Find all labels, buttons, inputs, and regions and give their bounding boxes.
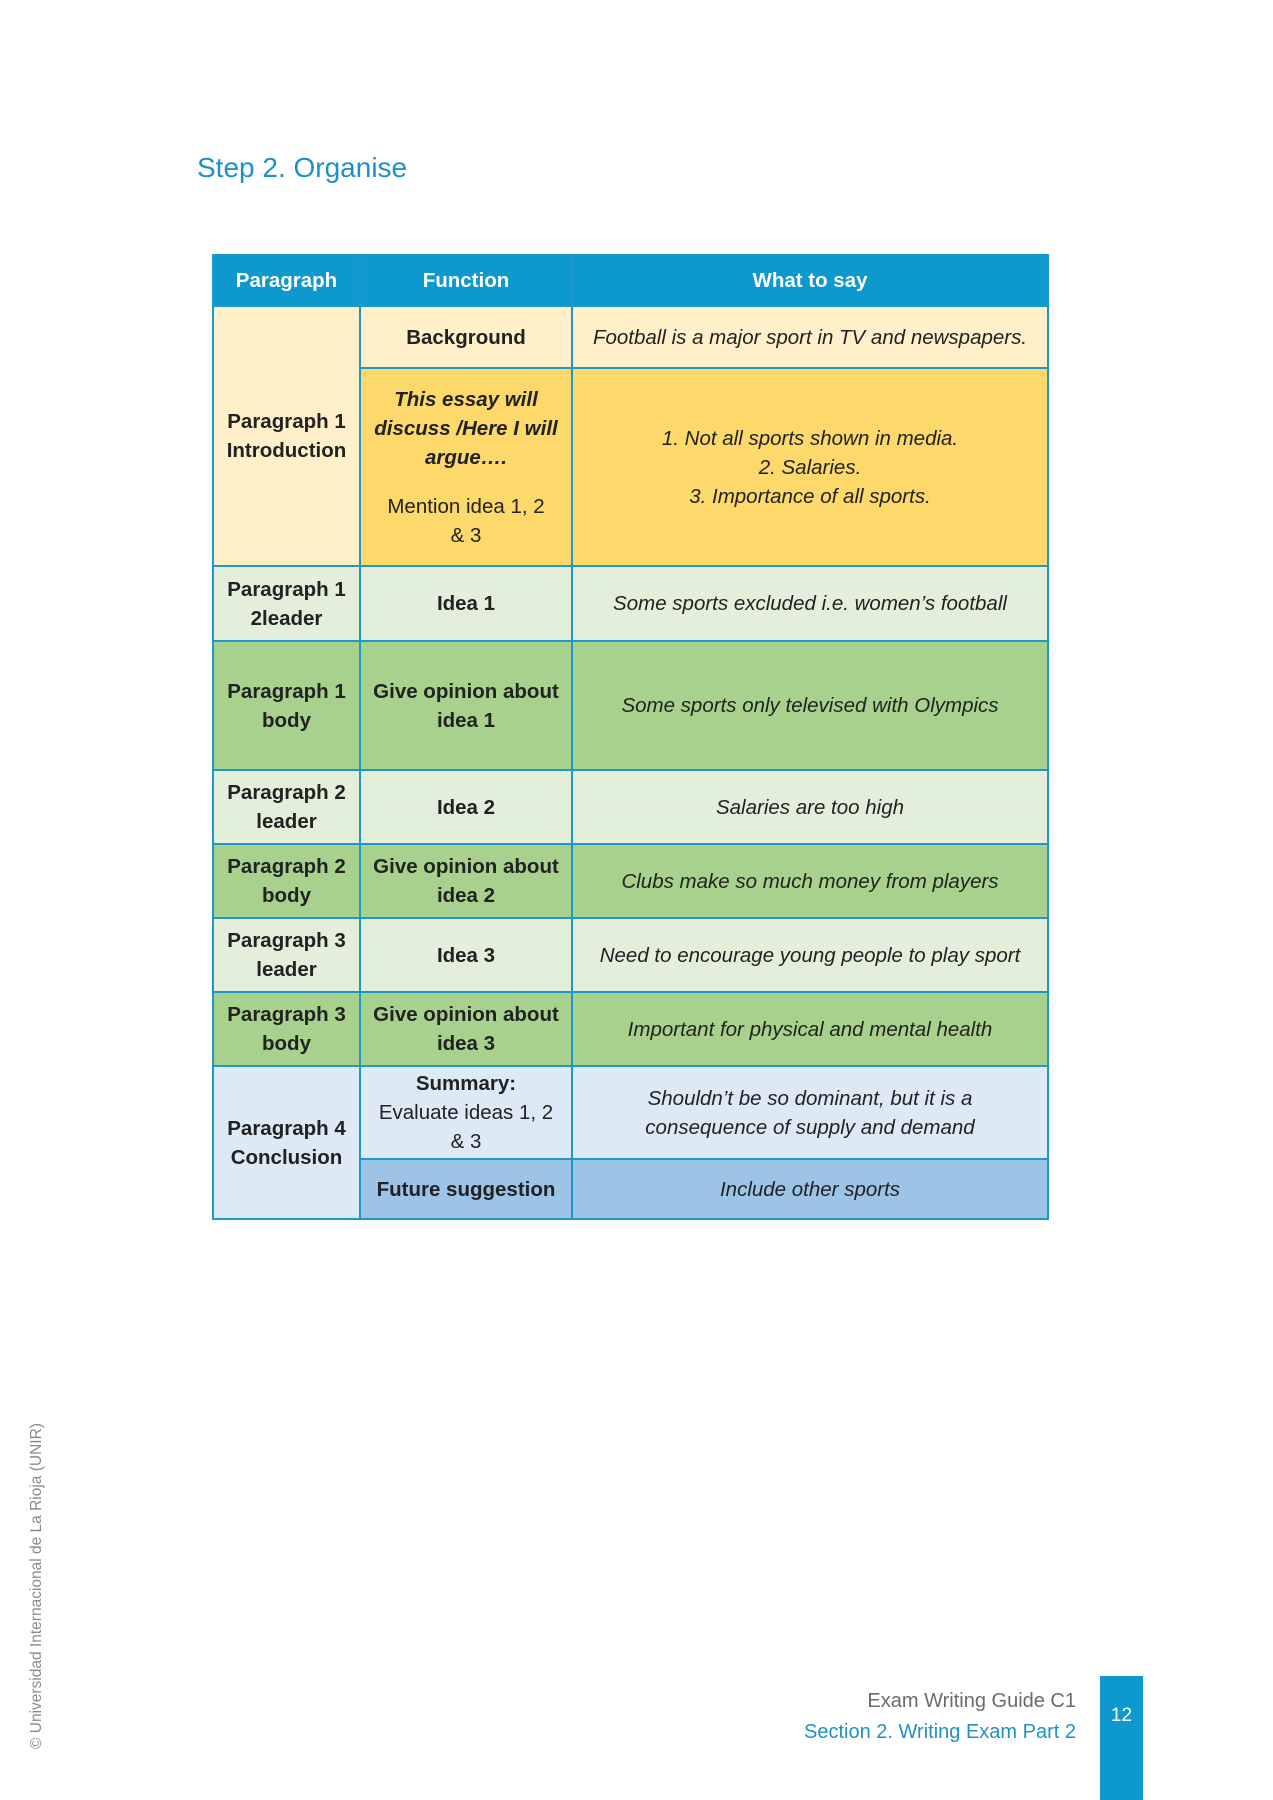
header-function: Function [360,255,572,306]
footer-guide-title: Exam Writing Guide C1 [867,1690,1076,1712]
paragraph-cell: Paragraph 2 leader [213,770,360,844]
paragraph-cell: Paragraph 3 body [213,992,360,1066]
table-row [213,306,1048,368]
function-cell: Idea 1 [360,566,572,641]
organise-table [212,254,1049,1220]
say-cell-future: Include other sports [572,1159,1048,1219]
paragraph-cell-intro: Paragraph 1 Introduction [213,306,360,566]
say-cell: Salaries are too high [572,770,1048,844]
say-cell: Some sports excluded i.e. women’s football [572,566,1048,641]
table-row [213,918,1048,992]
function-cell-summary: Summary: Evaluate ideas 1, 2 & 3 [360,1066,572,1159]
section-heading: Step 2. Organise [197,152,408,183]
page-number-tab [1100,1676,1143,1800]
function-cell: Idea 3 [360,918,572,992]
page-number: 12 [1110,1705,1133,1726]
say-cell: Need to encourage young people to play sport [572,918,1048,992]
function-cell: Idea 2 [360,770,572,844]
copyright-notice: © Universidad Internacional de La Rioja (UNIR) [28,1423,45,1749]
say-cell: Clubs make so much money from players [572,844,1048,918]
function-cell: Give opinion about idea 3 [360,992,572,1066]
say-cell-thesis: 1. Not all sports shown in media. 2. Salaries. 3. Importance of all sports. [572,368,1048,566]
paragraph-cell: Paragraph 1 2leader [213,566,360,641]
paragraph-cell: Paragraph 3 leader [213,918,360,992]
table-row [213,770,1048,844]
table-row [213,641,1048,770]
function-cell-background: Background [360,306,572,368]
table-header-row [213,255,1048,306]
function-cell: Give opinion about idea 1 [360,641,572,770]
say-cell: Some sports only televised with Olympics [572,641,1048,770]
paragraph-cell: Paragraph 2 body [213,844,360,918]
function-cell-future: Future suggestion [360,1159,572,1219]
say-cell-background: Football is a major sport in TV and newspapers. [572,306,1048,368]
paragraph-cell-conclusion: Paragraph 4 Conclusion [213,1066,360,1219]
table-row [213,844,1048,918]
table-row [213,1066,1048,1159]
footer-section-title: Section 2. Writing Exam Part 2 [804,1721,1076,1743]
table-row [213,992,1048,1066]
header-paragraph: Paragraph [213,255,360,306]
function-cell-thesis: This essay will discuss /Here I will argue…. Mention idea 1, 2 & 3 [360,368,572,566]
say-cell-summary: Shouldn’t be so dominant, but it is a consequence of supply and demand [572,1066,1048,1159]
header-what-to-say: What to say [572,255,1048,306]
table-row [213,566,1048,641]
say-cell: Important for physical and mental health [572,992,1048,1066]
function-cell: Give opinion about idea 2 [360,844,572,918]
paragraph-cell: Paragraph 1 body [213,641,360,770]
